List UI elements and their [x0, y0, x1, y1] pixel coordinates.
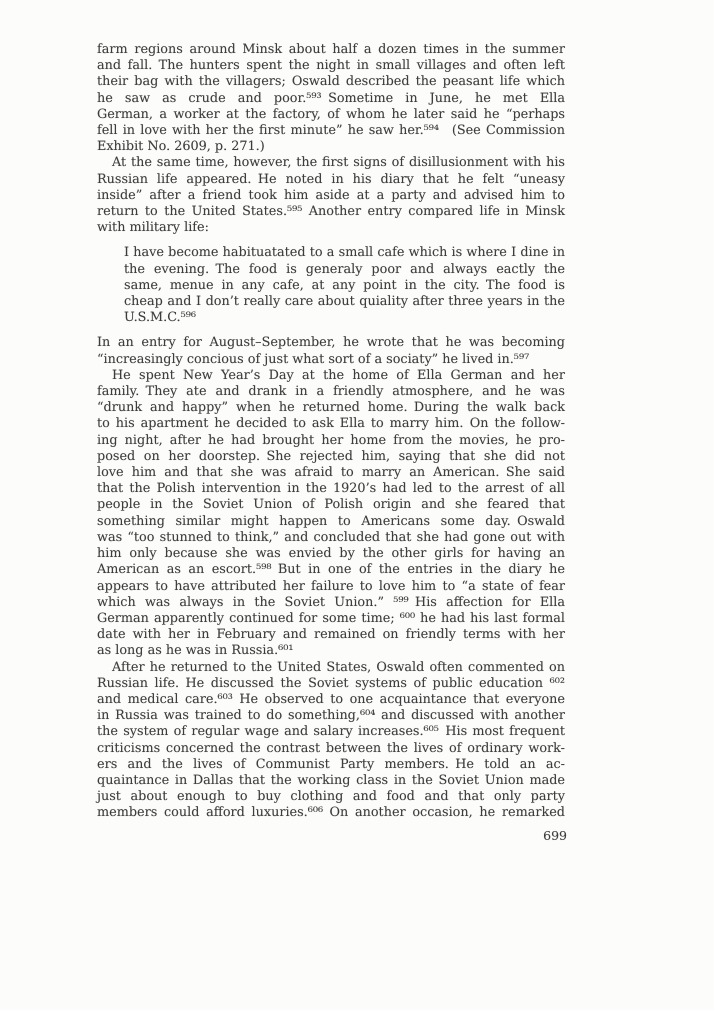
text-line: quaintance in Dallas that the working class in the Soviet Union made — [97, 772, 565, 788]
text-line: he saw as crude and poor.⁵⁹³ Sometime in June, he met Ella — [97, 90, 565, 106]
page-number: 699 — [543, 828, 567, 843]
text-line: He spent New Year’s Day at the home of Ella German and her — [112, 367, 565, 383]
text-line: the evening. The food is generaly poor and always eactly the — [124, 261, 565, 277]
paragraph — [97, 368, 565, 660]
text-column — [97, 42, 565, 822]
text-line: in Russia was trained to do something,⁶⁰⁴ and discussed with another — [97, 708, 565, 724]
text-line: date with her in February and remained on friendly terms with her — [97, 627, 565, 643]
text-line: appears to have attributed her failure to love him to “a state of fear — [97, 578, 565, 594]
text-line: I have become habituatated to a small cafe which is where I dine in — [124, 245, 565, 261]
text-line: U.S.M.C.⁵⁹⁶ — [124, 310, 197, 326]
text-line: “increasingly concious of just what sort of a sociaty” he lived in.⁵⁹⁷ — [97, 351, 530, 367]
text-line: the system of regular wage and salary increases.⁶⁰⁵ His most frequent — [97, 724, 565, 740]
text-line: posed on her doorstep. She rejected him, saying that she did not — [97, 448, 565, 464]
text-line: “drunk and happy” when he returned home. During the walk back — [97, 400, 565, 416]
text-line: After he returned to the United States, Oswald often commented on — [112, 659, 565, 675]
text-line: ing night, after he had brought her home from the movies, he pro- — [97, 432, 565, 448]
text-line: Exhibit No. 2609, p. 271.) — [97, 139, 265, 155]
text-line: their bag with the villagers; Oswald described the peasant life which — [97, 74, 565, 90]
text-line: something similar might happen to Americans some day. Oswald — [97, 513, 565, 529]
text-line: cheap and I don’t really care about quiality after three years in the — [124, 294, 565, 310]
text-line: German, a worker at the factory, of whom he later said he “perhaps — [97, 106, 565, 122]
text-line: was “too stunned to think,” and concluded that she had gone out with — [97, 529, 565, 545]
paragraph — [97, 335, 565, 367]
text-line: inside” after a friend took him aside at a party and advised him to — [97, 187, 565, 203]
text-line: farm regions around Minsk about half a dozen times in the summer — [97, 42, 565, 57]
text-line: him only because she was envied by the other girls for having an — [97, 546, 565, 562]
text-line: fell in love with her the first minute” he saw her.⁵⁹⁴ (See Commission — [97, 123, 565, 139]
paragraph — [97, 155, 565, 236]
text-line: German apparently continued for some time; ⁶⁰⁰ he had his last formal — [97, 610, 565, 626]
text-line: same, menue in any cafe, at any point in the city. The food is — [124, 277, 565, 293]
paragraph — [97, 42, 565, 155]
text-line: criticisms concerned the contrast between the lives of ordinary work- — [97, 740, 565, 756]
text-line: to his apartment he decided to ask Ella to marry him. On the follow- — [97, 416, 565, 432]
text-line: members could afford luxuries.⁶⁰⁶ On another occasion, he remarked — [97, 805, 565, 821]
text-line: Russian life. He discussed the Soviet systems of public education ⁶⁰² — [97, 675, 565, 691]
paragraph — [97, 660, 565, 822]
text-line: return to the United States.⁵⁹⁵ Another entry compared life in Minsk — [97, 204, 565, 220]
text-line: ers and the lives of Communist Party members. He told an ac- — [97, 756, 565, 772]
block-quote — [124, 245, 565, 326]
text-line: In an entry for August–September, he wrote that he was becoming — [97, 335, 565, 351]
text-line: American as an escort.⁵⁹⁸ But in one of the entries in the diary he — [97, 562, 565, 578]
text-line: love him and that she was afraid to marry an American. She said — [97, 465, 565, 481]
text-line: that the Polish intervention in the 1920’s had led to the arrest of all — [97, 481, 565, 497]
text-line: and medical care.⁶⁰³ He observed to one acquaintance that everyone — [97, 691, 565, 707]
text-line: just about enough to buy clothing and food and that only party — [97, 789, 565, 805]
text-line: with military life: — [97, 220, 209, 236]
text-line: as long as he was in Russia.⁶⁰¹ — [97, 643, 294, 659]
text-line: Russian life appeared. He noted in his diary that he felt “uneasy — [97, 171, 565, 187]
text-line: and fall. The hunters spent the night in small villages and often left — [97, 58, 565, 74]
text-line: At the same time, however, the first signs of disillusionment with his — [112, 155, 565, 171]
text-line: people in the Soviet Union of Polish origin and she feared that — [97, 497, 565, 513]
text-line: family. They ate and drank in a friendly atmosphere, and he was — [97, 384, 565, 400]
text-line: which was always in the Soviet Union.” ⁵⁹⁹ His affection for Ella — [97, 594, 565, 610]
